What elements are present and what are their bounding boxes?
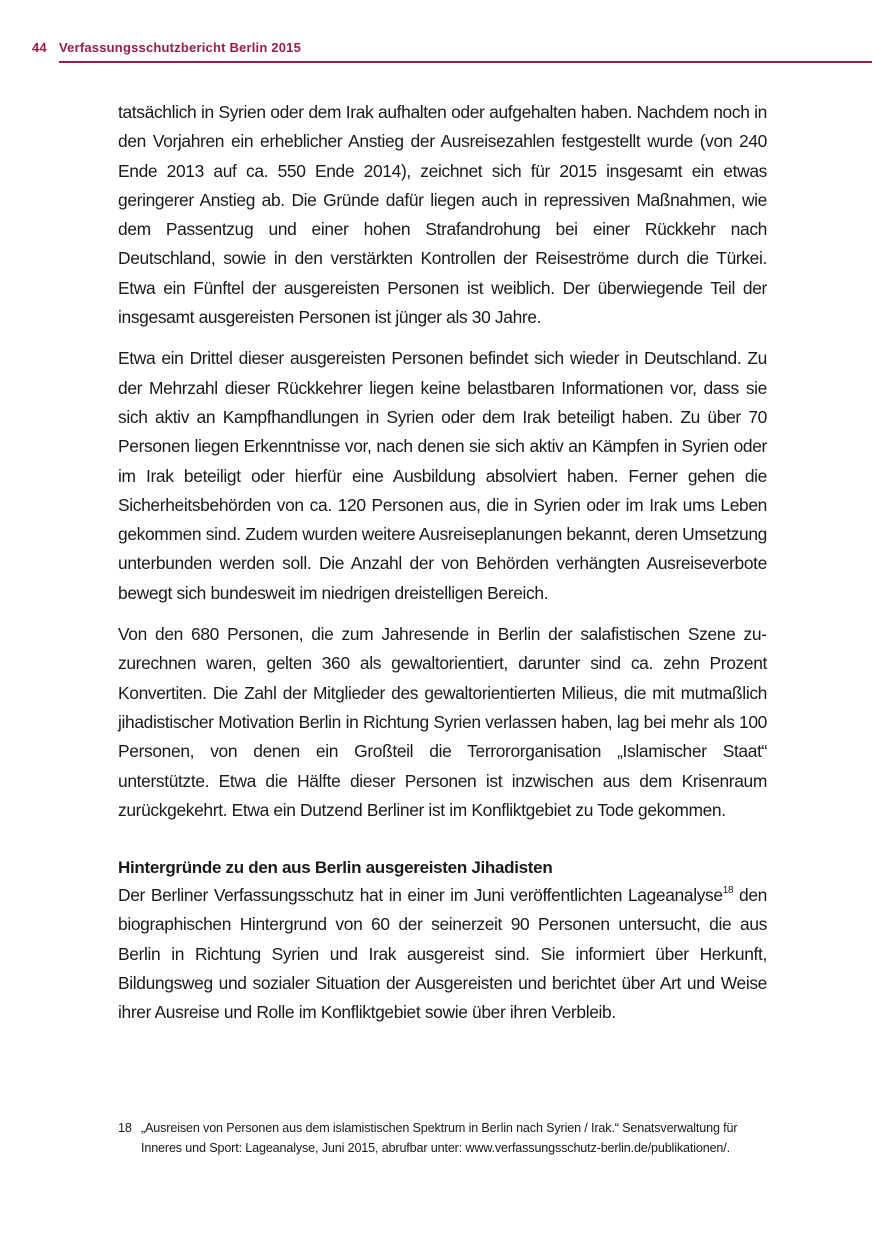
paragraph-2: Etwa ein Drittel dieser ausgereisten Personen befindet sich wieder in Deutschland. Zu der Mehrzahl dieser Rückkehrer liegen keine belastbaren Informationen vor, dass sie sich aktiv an Kampfhandlungen in Syrien oder dem Irak beteiligt haben. Zu über 70 Personen liegen Erkenntnisse vor, nach denen sie sich aktiv an Kämpfen in Syrien oder im Irak beteiligt oder hierfür eine Ausbildung absolviert haben. Ferner gehen die Sicherheitsbehörden von ca. 120 Personen aus, die in Syrien oder im Irak ums Leben gekommen sind. Zudem wurden weitere Ausreiseplanungen bekannt, deren Umsetzung unterbunden werden soll. Die Anzahl der von Behörden verhängten Ausreiseverbote bewegt sich bundesweit im niedrigen dreistelligen Bereich. bbox=[118, 348, 767, 603]
paragraph-3: Von den 680 Personen, die zum Jahresende in Berlin der salafistischen Szene zuzurechnen waren, gelten 360 als gewaltorientiert, darunter sind ca. zehn Prozent Konvertiten. Die Zahl der Mitglieder des gewaltorientierten Milieus, die mit mutmaßlich jihadistischer Motivation Berlin in Richtung Syrien verlassen haben, lag bei mehr als 100 Personen, von denen ein Großteil die Terrororganisation „Islamischer Staat“ unterstützte. Etwa die Hälfte dieser Personen ist inzwischen aus dem Krisenraum zurückgekehrt. Etwa ein Dutzend Berliner ist im Konfliktgebiet zu Tode gekommen. bbox=[118, 624, 767, 820]
section-paragraph bbox=[118, 881, 767, 1027]
footnote-number: 18 bbox=[118, 1121, 132, 1135]
section-paragraph-text-start: Der Berliner Verfassungsschutz hat in einer im Juni veröffentlichten Lageanalyse bbox=[118, 885, 723, 906]
section-paragraph-text-end: den biographischen Hintergrund von 60 der seinerzeit 90 Personen untersucht, die aus Berlin in Richtung Syrien und Irak ausgereist sind. Sie informiert über Herkunft, Bildungsweg und sozialer Situation der Ausgereisten und berichtet über Art und Weise ihrer Ausreise und Rolle im Konfliktgebiet sowie über ihren Verbleib. bbox=[118, 885, 768, 1023]
section-heading: Hintergründe zu den aus Berlin ausgereisten Jihadisten bbox=[118, 858, 553, 878]
page-number: 44 bbox=[32, 40, 47, 55]
paragraph-1: tatsächlich in Syrien oder dem Irak aufhalten oder aufgehalten haben. Nachdem noch in den Vorjahren ein erheblicher Anstieg der Ausreisezahlen festgestellt wurde (von 240 Ende 2013 auf ca. 550 Ende 2014), zeichnet sich für 2015 insgesamt ein etwas geringerer Anstieg ab. Die Gründe dafür liegen auch in repressiven Maßnahmen, wie dem Passentzug und einer hohen Strafandrohung bei einer Rückkehr nach Deutschland, sowie in den verstärkten Kontrollen der Reiseströme durch die Türkei. Etwa ein Fünftel der ausgereisten Personen ist weiblich. Der überwiegende Teil der insgesamt ausgereisten Personen ist jünger als 30 Jahre. bbox=[118, 102, 767, 328]
footnote-text: „Ausreisen von Personen aus dem islamistischen Spektrum in Berlin nach Syrien / Irak.“ Senatsverwaltung für Inneres und Sport: Lageanalyse, Juni 2015, abrufbar unter: www.verfassungsschutz-berlin.de/​publikationen/. bbox=[141, 1121, 738, 1155]
footnote bbox=[118, 1118, 767, 1158]
footnote-reference[interactable]: 18 bbox=[722, 885, 734, 897]
header-divider bbox=[59, 61, 872, 63]
body-text bbox=[118, 98, 767, 1028]
running-title: Verfassungsschutzbericht Berlin 2015 bbox=[59, 40, 302, 55]
page-header bbox=[32, 40, 872, 64]
